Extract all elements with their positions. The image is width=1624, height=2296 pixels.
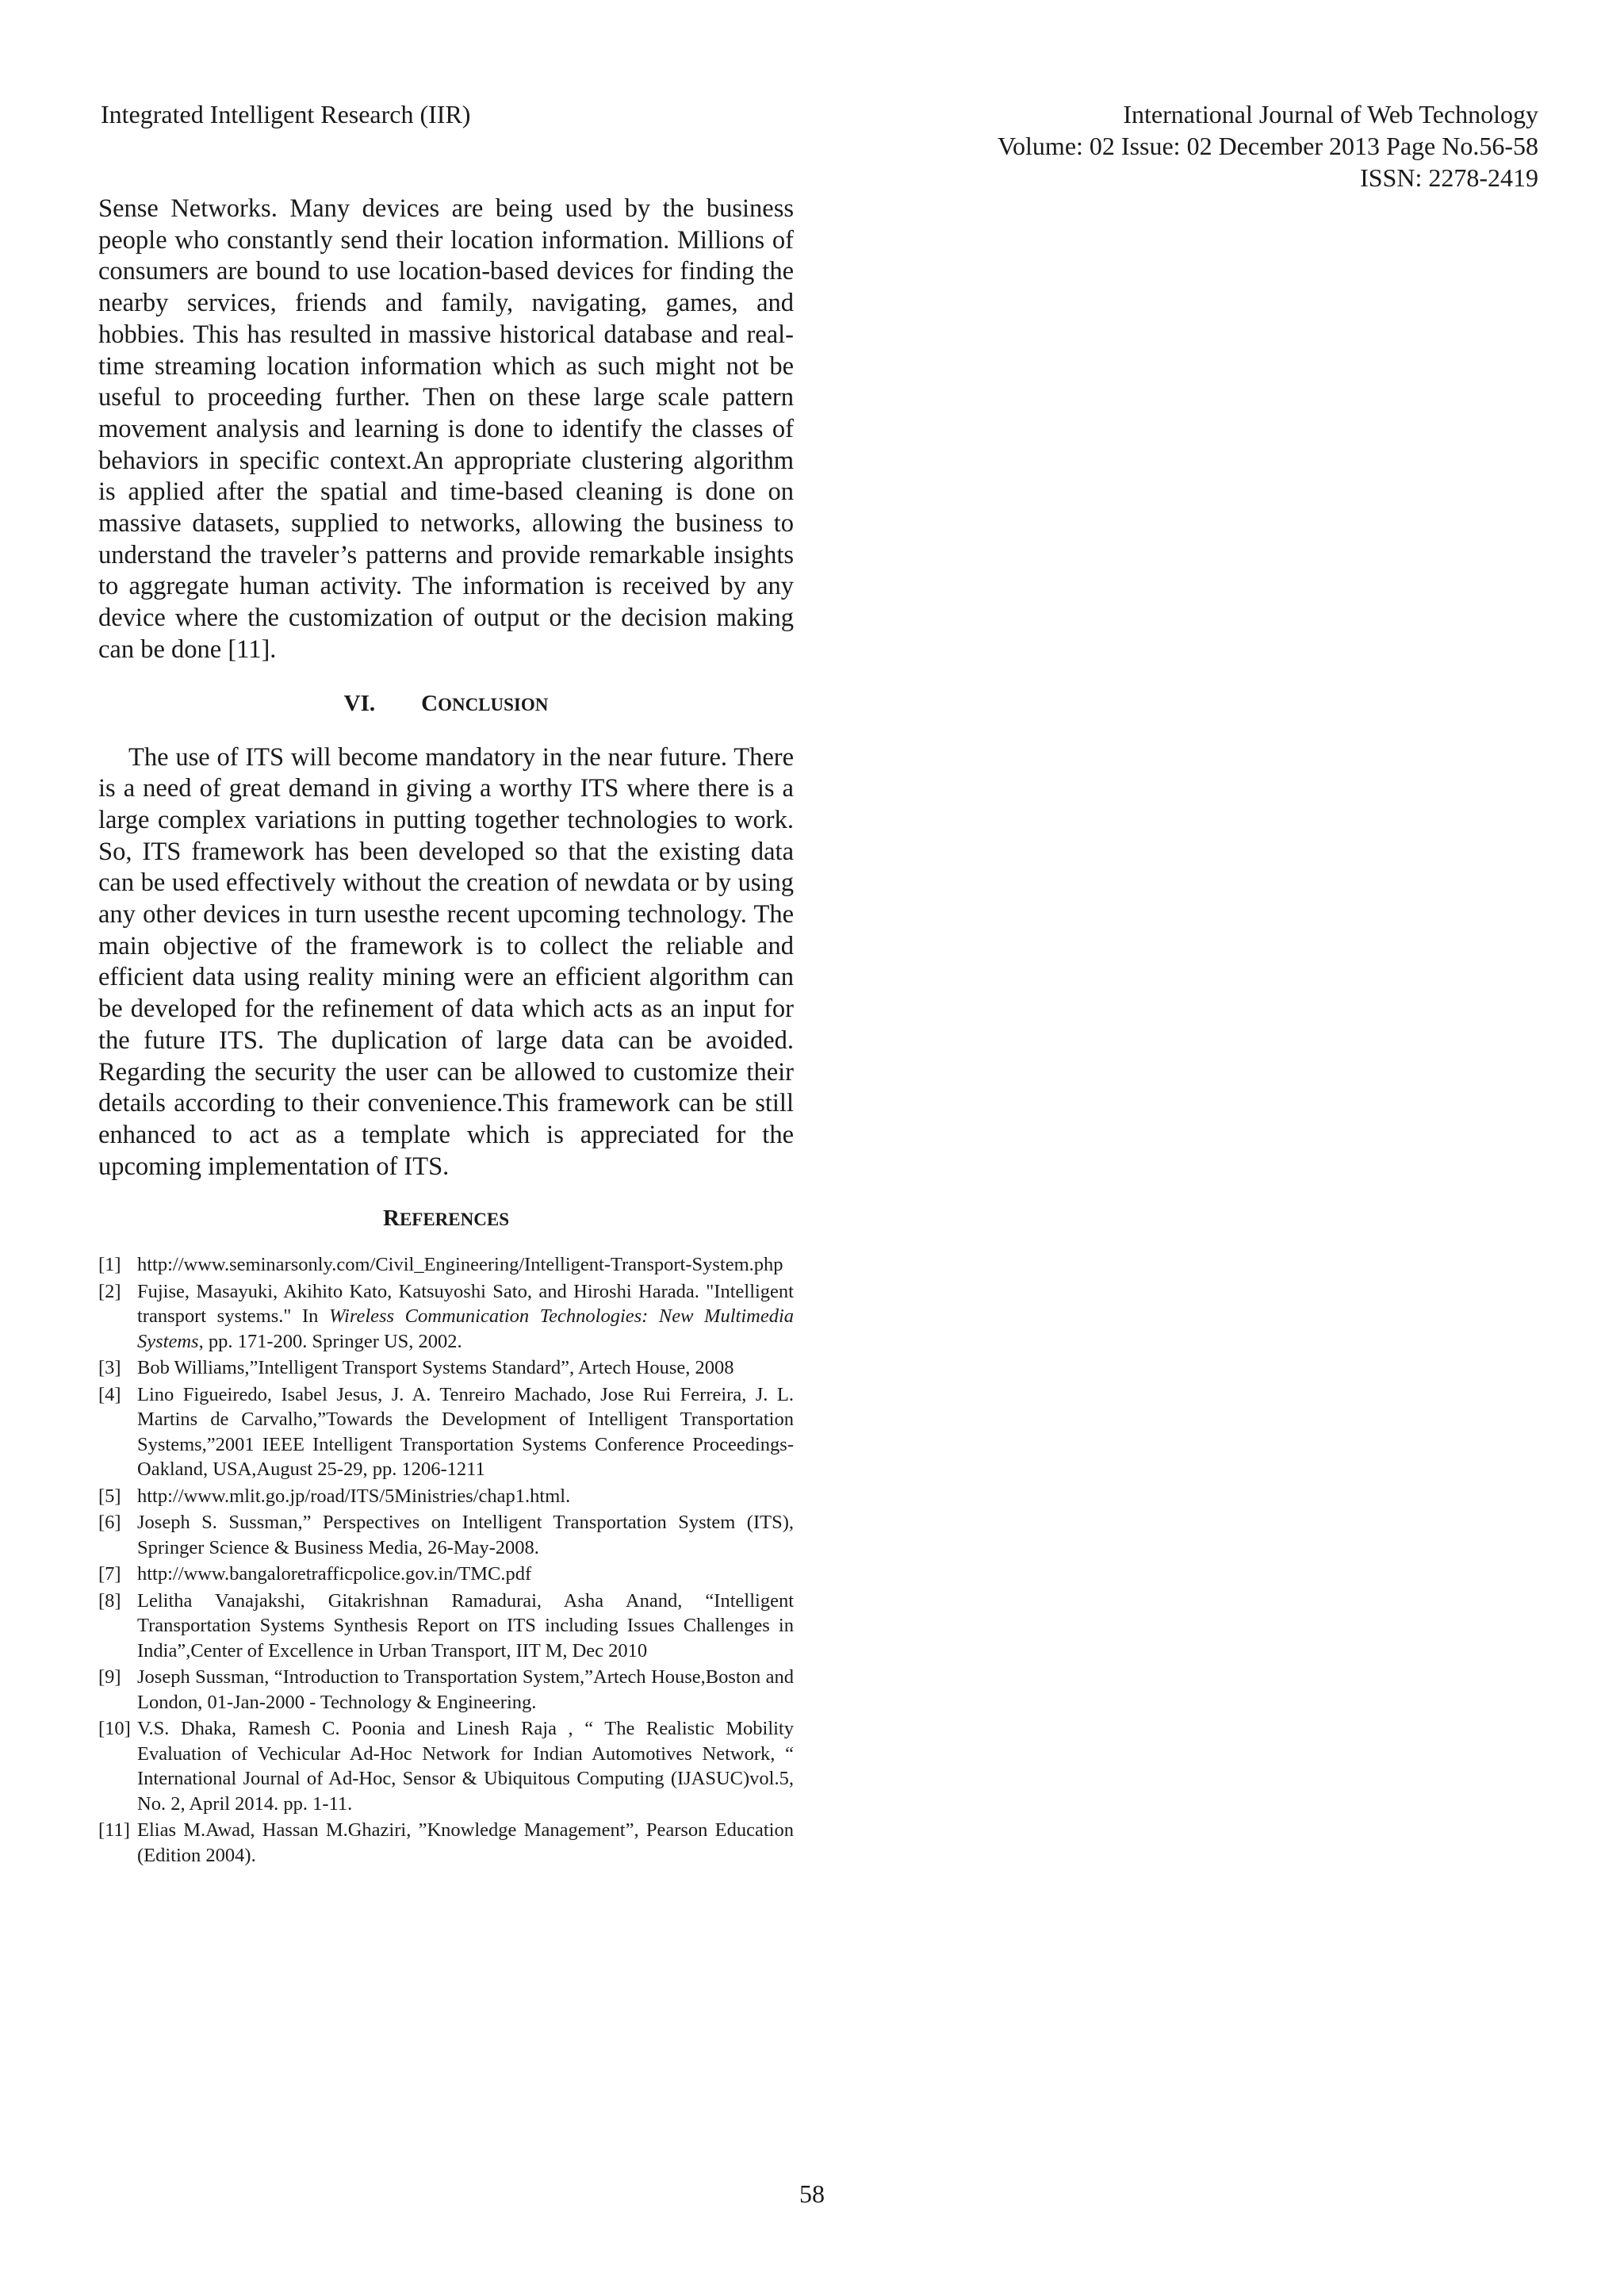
reference-number: [7] [98, 1563, 121, 1585]
references-title-initial: R [383, 1205, 400, 1232]
reference-number: [5] [98, 1485, 121, 1507]
reference-text: Fujise, Masayuki, Akihito Kato, Katsuyoshi Sato, and Hiroshi Harada. "Intelligent transport systems." In [137, 1280, 794, 1328]
running-header-left: Integrated Intelligent Research (IIR) [101, 100, 471, 128]
section-title-rest: ONCLUSION [438, 694, 549, 715]
references-title-rest: EFERENCES [399, 1209, 509, 1230]
reference-text: Lelitha Vanajakshi, Gitakrishnan Ramadurai, Asha Anand, “Intelligent Transportation Systems Synthesis Report on ITS including Issues Challenges in India”,Center of Excellence in Urban Transport, IIT M, Dec 2010 [137, 1589, 794, 1662]
reference-text: Joseph S. Sussman,” Perspectives on Intelligent Transportation System (ITS), Springer Science & Business Media, 26-May-2008. [137, 1512, 794, 1558]
reference-item [98, 1589, 794, 1664]
reference-number: [8] [98, 1589, 121, 1612]
reference-number: [6] [98, 1512, 121, 1534]
reference-item [98, 1355, 794, 1381]
reference-list [98, 1252, 794, 1868]
reference-item [98, 1510, 794, 1560]
reference-text: Elias M.Awad, Hassan M.Ghaziri, ”Knowledge Management”, Pearson Education (Edition 2004). [137, 1819, 794, 1866]
reference-item [98, 1716, 794, 1816]
reference-item [98, 1252, 794, 1278]
left-column [98, 194, 794, 1869]
reference-item [98, 1279, 794, 1355]
reference-text-tail: , pp. 171-200. Springer US, 2002. [198, 1330, 462, 1352]
reference-item [98, 1382, 794, 1482]
reference-number: [2] [98, 1280, 121, 1302]
running-header-right [998, 98, 1538, 194]
reference-text: Bob Williams,”Intelligent Transport Systems Standard”, Artech House, 2008 [137, 1357, 734, 1379]
reference-item [98, 1665, 794, 1715]
references-heading [98, 1202, 794, 1236]
reference-book-title: Wireless Communication Technologies: New Multimedia Systems [137, 1305, 795, 1352]
reference-text: http://www.bangaloretrafficpolice.gov.in/TMC.pdf [137, 1563, 532, 1585]
reference-number: [1] [98, 1254, 121, 1276]
reference-number: [10] [98, 1718, 131, 1740]
journal-issn: ISSN: 2278-2419 [1360, 163, 1538, 192]
page-number: 58 [799, 2179, 825, 2208]
reference-item [98, 1484, 794, 1509]
section-title-initial: C [421, 690, 439, 716]
section-number: VI. [343, 690, 376, 716]
reference-number: [9] [98, 1666, 121, 1688]
conclusion-heading [98, 688, 794, 721]
reference-text: Lino Figueiredo, Isabel Jesus, J. A. Tenreiro Machado, Jose Rui Ferreira, J. L. Martins de Carvalho,”Towards the Development of Intelligent Transportation Systems,”2001 IEEE Intelligent Transportation Systems Conference Proceedings- Oakland, USA,August 25-29, pp. 1206-1211 [137, 1383, 794, 1481]
body-paragraph: Sense Networks. Many devices are being used by the business people who constantly send their location information. Millions of consumers are bound to use location-based devices for finding the nearby services, friends and family, navigating, games, and hobbies. This has resulted in massive historical database and real-time streaming location information which as such might not be useful to proceeding further. Then on these large scale pattern movement analysis and learning is done to identify the classes of behaviors in specific context.An appropriate clustering algorithm is applied after the spatial and time-based cleaning is done on massive datasets, supplied to networks, allowing the business to understand the traveler’s patterns and provide remarkable insights to aggregate human activity. The information is received by any device where the customization of output or the decision making can be done [11]. [98, 194, 794, 664]
reference-number: [3] [98, 1357, 121, 1379]
reference-item [98, 1562, 794, 1587]
journal-volume-issue: Volume: 02 Issue: 02 December 2013 Page No.56-58 [998, 132, 1538, 160]
reference-item [98, 1818, 794, 1868]
reference-text: Joseph Sussman, “Introduction to Transportation System,”Artech House,Boston and London, 01-Jan-2000 - Technology & Engineering. [137, 1666, 794, 1713]
reference-text: V.S. Dhaka, Ramesh C. Poonia and Linesh Raja , “ The Realistic Mobility Evaluation of Vechicular Ad-Hoc Network for Indian Automotives Network, “ International Journal of Ad-Hoc, Sensor & Ubiquitous Computing (IJASUC)vol.5, No. 2, April 2014. pp. 1-11. [137, 1718, 794, 1815]
reference-number: [4] [98, 1383, 121, 1405]
reference-number: [11] [98, 1819, 130, 1842]
conclusion-paragraph: The use of ITS will become mandatory in the near future. There is a need of great demand in giving a worthy ITS where there is a large complex variations in putting together technologies to work. So, ITS framework has been developed so that the existing data can be used effectively without the creation of newdata or by using any other devices in turn usesthe recent upcoming technology. The main objective of the framework is to collect the reliable and efficient data using reality mining were an efficient algorithm can be developed for the refinement of data which acts as an input for the future ITS. The duplication of large data can be avoided. Regarding the security the user can be allowed to customize their details according to their convenience.This framework can be still enhanced to act as a template which is appreciated for the upcoming implementation of ITS. [98, 742, 794, 1181]
reference-text: http://www.mlit.go.jp/road/ITS/5Ministries/chap1.html. [137, 1485, 571, 1507]
reference-text: http://www.seminarsonly.com/Civil_Engineering/Intelligent-Transport-System.php [137, 1254, 783, 1276]
journal-title: International Journal of Web Technology [1123, 100, 1538, 128]
